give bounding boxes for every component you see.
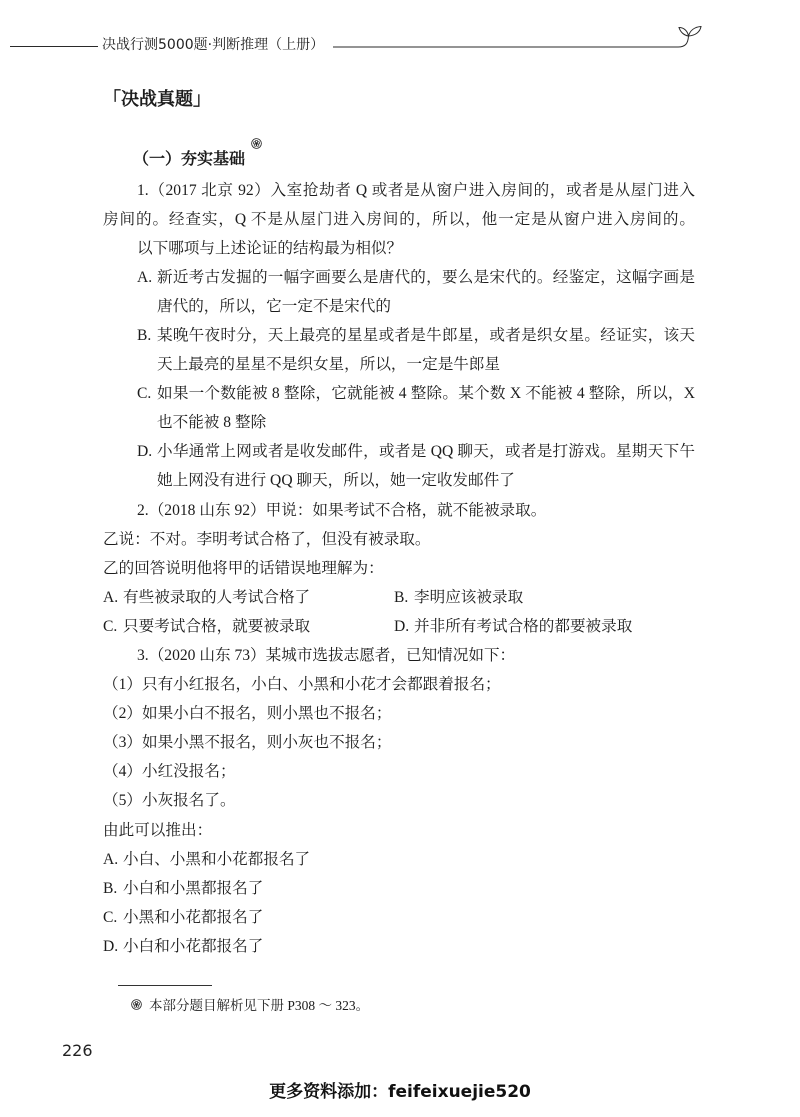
option-text-line: 她上网没有进行 QQ 聊天，所以，她一定收发邮件了: [157, 472, 515, 490]
option-row: [103, 612, 695, 641]
option-c: [103, 612, 394, 641]
option-label: C.: [103, 908, 118, 926]
option-label: D.: [394, 617, 410, 635]
question-stem-line: 房间的。经查实，Q 不是从屋门进入房间的，所以，他一定是从窗户进入房间的。: [103, 210, 695, 228]
condition-item: （3）如果小黑不报名，则小灰也不报名；: [103, 734, 392, 752]
option-b: [394, 583, 685, 612]
option-b: [103, 874, 695, 903]
page-number: 226: [62, 1041, 93, 1060]
option-text: 小黑和小花都报名了: [123, 908, 264, 926]
option-text: 并非所有考试合格的都要被录取: [414, 617, 633, 635]
option-text: [157, 437, 695, 495]
question-2: [103, 496, 695, 641]
footnote-rule: [118, 985, 212, 986]
option-text-line: 新近考古发掘的一幅字画要么是唐代的，要么是宋代的。经鉴定，这幅字画是: [157, 268, 695, 286]
option-d: [394, 612, 685, 641]
option-d: [103, 932, 695, 961]
option-text: [157, 321, 695, 379]
header-rule-left: [10, 46, 98, 47]
header-rule-right: [330, 20, 710, 52]
option-label: B.: [394, 588, 409, 606]
option-label: B.: [103, 879, 118, 897]
question-stem-line: 1.（2017 北京 92）入室抢劫者 Q 或者是从窗户进入房间的，或者是从屋门进入: [137, 181, 695, 199]
option-b: [103, 321, 695, 379]
option-row: [103, 583, 695, 612]
option-label: D.: [103, 937, 119, 955]
question-3: [103, 641, 695, 961]
sprout-icon: [679, 27, 701, 37]
footnote: [131, 995, 369, 1013]
option-label: B.: [137, 326, 152, 344]
option-a: [103, 845, 695, 874]
option-d: [103, 437, 695, 495]
question-stem: 3.（2020 山东 73）某城市选拔志愿者，已知情况如下：: [137, 647, 516, 664]
option-label: A.: [137, 268, 153, 286]
option-text-line: 小华通常上网或者是收发邮件，或者是 QQ 聊天，或者是打游戏。星期天下午: [157, 443, 695, 461]
condition-item: （2）如果小白不报名，则小黑也不报名；: [103, 705, 392, 723]
footnote-text: 本部分题目解析见下册 P308 ～ 323。: [149, 998, 370, 1013]
subsection-title: （一）夯实基础: [133, 149, 246, 168]
option-text: 有些被录取的人考试合格了: [123, 588, 311, 606]
condition-item: （4）小红没报名；: [103, 763, 236, 781]
option-label: A.: [103, 588, 119, 606]
option-c: [103, 903, 695, 932]
question-list: [103, 176, 695, 962]
running-header-title: 决战行测5000题·判断推理（上册）: [102, 37, 325, 53]
option-c: [103, 379, 695, 437]
question-prompt: 乙的回答说明他将甲的话错误地理解为：: [103, 559, 384, 577]
question-reply: 乙说：不对。李明考试合格了，但没有被录取。: [103, 530, 431, 548]
section-title: 「决战真题」: [103, 89, 211, 110]
flower-footnote-icon: [251, 138, 262, 149]
option-text-line: 唐代的，所以，它一定不是宋代的: [157, 297, 391, 315]
option-a: [103, 583, 394, 612]
question-stem: 2.（2018 山东 92）甲说：如果考试不合格，就不能被录取。: [137, 501, 547, 519]
option-text: 小白和小黑都报名了: [123, 879, 264, 897]
option-text: 李明应该被录取: [414, 588, 524, 606]
option-label: D.: [137, 443, 153, 461]
option-text-line: 某晚午夜时分，天上最亮的星星或者是牛郎星，或者是织女星。经证实，该天: [157, 326, 695, 344]
option-text: 只要考试合格，就要被录取: [123, 617, 311, 635]
option-text-line: 天上最亮的星星不是织女星，所以，一定是牛郎星: [157, 356, 501, 374]
option-text: 小白和小花都报名了: [123, 937, 264, 955]
option-label: C.: [137, 385, 152, 403]
option-label: A.: [103, 850, 119, 868]
option-text-line: 也不能被 8 整除: [157, 414, 267, 432]
option-text: [157, 379, 695, 437]
option-a: [103, 263, 695, 321]
option-text-line: 如果一个数能被 8 整除，它就能被 4 整除。某个数 X 不能被 4 整除，所以，X: [157, 385, 695, 403]
option-text: 小白、小黑和小花都报名了: [123, 850, 311, 868]
question-1: [103, 176, 695, 496]
question-prompt: 以下哪项与上述论证的结构最为相似？: [137, 239, 403, 257]
option-text: [157, 263, 695, 321]
question-prompt: 由此可以推出：: [103, 821, 213, 839]
option-label: C.: [103, 617, 118, 635]
condition-item: （5）小灰报名了。: [103, 792, 236, 810]
watermark-text: 更多资料添加：feifeixuejie520: [269, 1082, 531, 1102]
condition-item: （1）只有小红报名，小白、小黑和小花才会都跟着报名；: [103, 676, 501, 694]
flower-footnote-icon: [131, 999, 142, 1010]
